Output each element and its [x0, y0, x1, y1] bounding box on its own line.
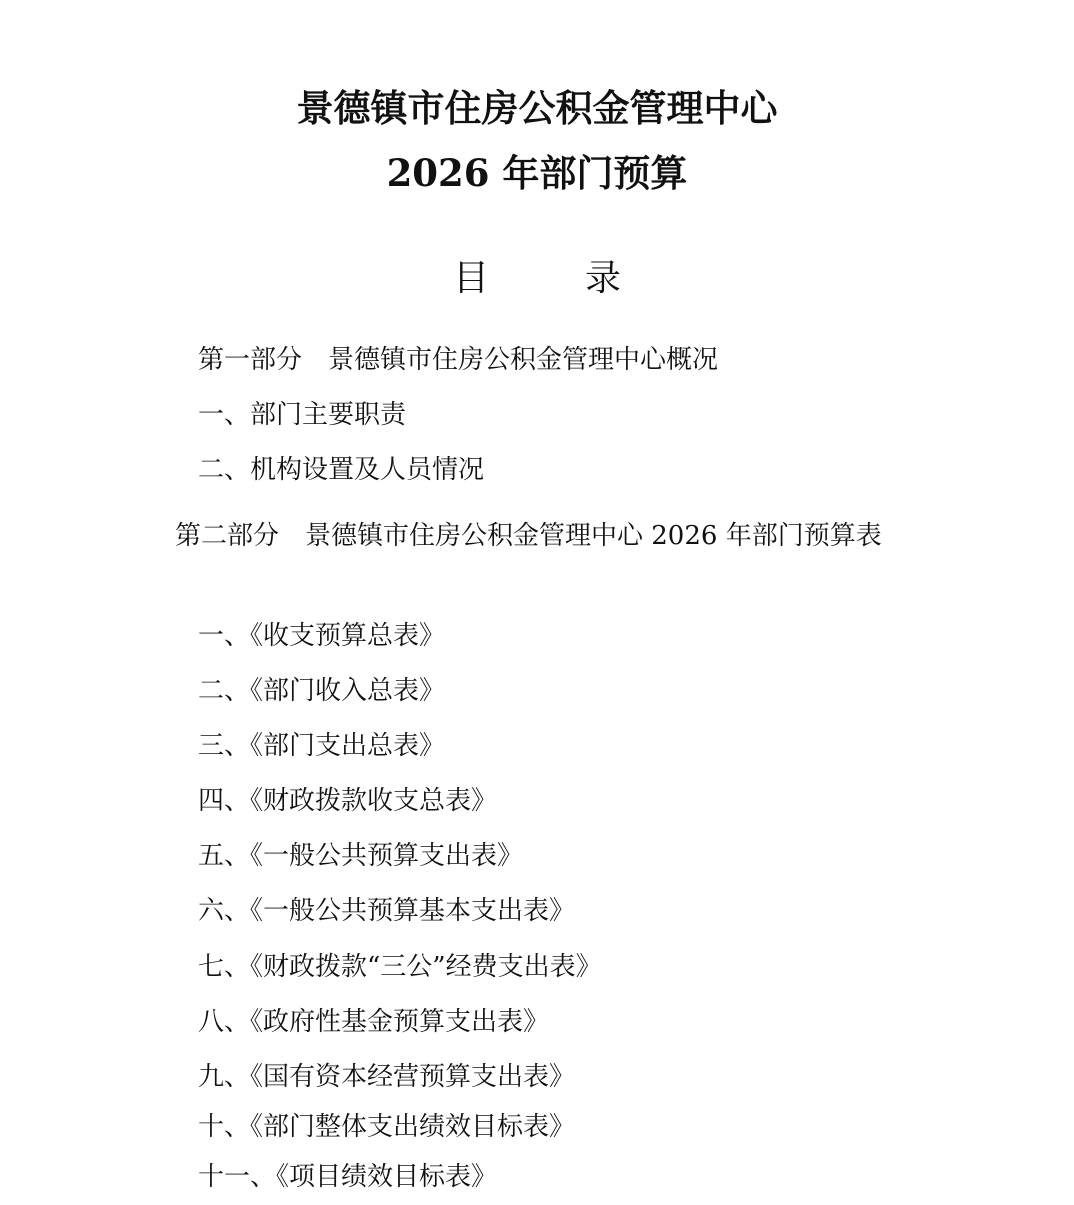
- document-title: 景德镇市住房公积金管理中心: [296, 86, 778, 130]
- toc-heading: [0, 250, 1074, 301]
- toc-heading-char: 录: [585, 258, 622, 299]
- toc-item: 一、部门主要职责: [198, 400, 407, 430]
- toc-item: 五、《一般公共预算支出表》: [198, 841, 524, 871]
- toc-item: 一、《收支预算总表》: [198, 621, 446, 651]
- toc-item: 十、《部门整体支出绩效目标表》: [198, 1112, 576, 1142]
- toc-heading-char: 目: [452, 258, 489, 299]
- toc-part-one: 第一部分 景德镇市住房公积金管理中心概况: [198, 345, 719, 375]
- toc-item: 九、《国有资本经营预算支出表》: [198, 1062, 576, 1092]
- toc-item: 十一、《项目绩效目标表》: [198, 1162, 498, 1192]
- toc-item: 七、《财政拨款“三公”经费支出表》: [198, 952, 602, 982]
- document-subtitle: 2026 年部门预算: [386, 151, 688, 195]
- toc-item: 二、机构设置及人员情况: [198, 455, 485, 485]
- toc-part-two: 第二部分 景德镇市住房公积金管理中心 2026 年部门预算表: [175, 521, 882, 551]
- toc-item: 八、《政府性基金预算支出表》: [198, 1007, 550, 1037]
- toc-item: 六、《一般公共预算基本支出表》: [198, 896, 576, 926]
- toc-item: 三、《部门支出总表》: [198, 731, 446, 761]
- toc-item: 二、《部门收入总表》: [198, 676, 446, 706]
- toc-item: 四、《财政拨款收支总表》: [198, 786, 498, 816]
